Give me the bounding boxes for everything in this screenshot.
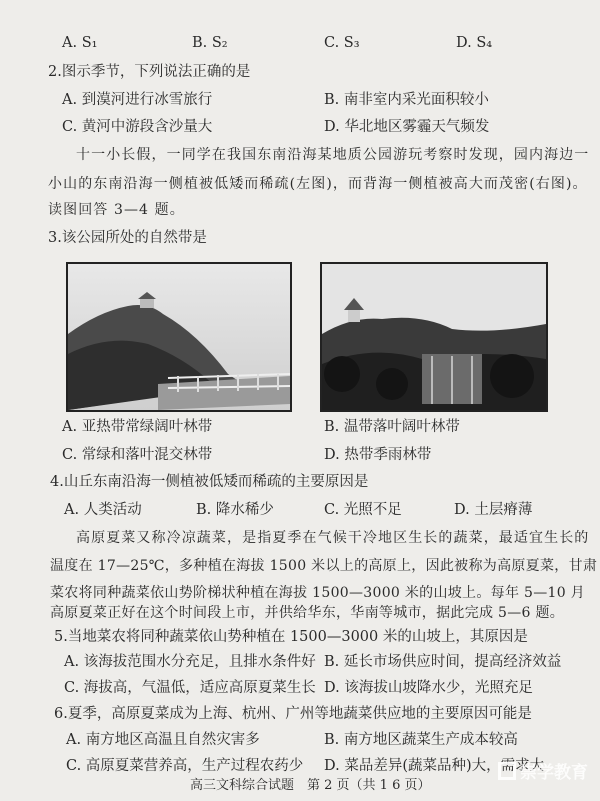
q3-option-d: D. 热带季雨林带 [324, 447, 432, 463]
q1-option-c: C. S₃ [324, 35, 360, 51]
q6-option-d: D. 菜品差异(蔬菜品种)大，需求大 [324, 758, 545, 774]
q2-option-d: D. 华北地区雾霾天气频发 [324, 119, 490, 135]
passage2-line: 菜农将同种蔬菜依山势阶梯状种植在海拔 1500—3000 米的山坡上。每年 5—10 月 [50, 585, 585, 601]
q2-stem: 2.图示季节，下列说法正确的是 [48, 64, 251, 80]
q6-option-c: C. 高原夏菜营养高，生产过程农药少 [66, 758, 304, 774]
q6-option-b: B. 南方地区蔬菜生产成本较高 [324, 732, 518, 748]
watermark-logo [498, 758, 588, 783]
q2-option-c: C. 黄河中游段含沙量大 [62, 119, 213, 135]
left-photo-sparse-vegetation [66, 262, 292, 412]
q1-option-a: A. S₁ [62, 35, 98, 51]
right-photo-dense-vegetation [320, 262, 548, 412]
q3-option-b: B. 温带落叶阔叶林带 [324, 419, 460, 435]
passage1-line: 读图回答 3—4 题。 [48, 202, 185, 218]
q3-option-c: C. 常绿和落叶混交林带 [62, 447, 213, 463]
q5-option-b: B. 延长市场供应时间，提高经济效益 [324, 654, 562, 670]
passage2-line: 高原夏菜又称冷凉蔬菜，是指夏季在气候干冷地区生长的蔬菜，最适宜生长的 [76, 530, 590, 546]
q5-option-c: C. 海拔高，气温低，适应高原夏菜生长 [64, 680, 316, 696]
q2-option-b: B. 南非室内采光面积较小 [324, 92, 489, 108]
q4-option-d: D. 土层瘠薄 [454, 502, 533, 518]
q4-stem: 4.山丘东南沿海一侧植被低矮而稀疏的主要原因是 [50, 474, 369, 490]
q1-option-d: D. S₄ [456, 35, 493, 51]
q6-stem: 6.夏季，高原夏菜成为上海、杭州、广州等地蔬菜供应地的主要原因可能是 [54, 706, 532, 722]
q3-stem: 3.该公园所处的自然带是 [48, 230, 207, 246]
logo-icon [498, 762, 516, 780]
q1-option-b: B. S₂ [192, 35, 228, 51]
page-footer: 高三文科综合试题 第 2 页（共 1 6 页） [190, 778, 431, 793]
q5-option-a: A. 该海拔范围水分充足，且排水条件好 [64, 654, 316, 670]
q4-option-a: A. 人类活动 [64, 502, 142, 518]
q2-option-a: A. 到漠河进行冰雪旅行 [62, 92, 213, 108]
q6-option-a: A. 南方地区高温且自然灾害多 [66, 732, 260, 748]
watermark-text: 崇学教育 [520, 763, 588, 783]
q4-option-b: B. 降水稀少 [196, 502, 274, 518]
q5-stem: 5.当地菜农将同种蔬菜依山势种植在 1500—3000 米的山坡上，其原因是 [54, 629, 528, 645]
passage1-line: 十一小长假，一同学在我国东南沿海某地质公园游玩考察时发现，园内海边一 [76, 147, 590, 163]
q4-option-c: C. 光照不足 [324, 502, 402, 518]
q3-option-a: A. 亚热带常绿阔叶林带 [62, 419, 213, 435]
passage1-line: 小山的东南沿海一侧植被低矮而稀疏(左图)，而背海一侧植被高大而茂密(右图)。 [48, 176, 588, 192]
q5-option-d: D. 该海拔山坡降水少，光照充足 [324, 680, 533, 696]
passage2-line: 高原夏菜正好在这个时间段上市，并供给华东，华南等城市，据此完成 5—6 题。 [50, 605, 565, 621]
passage2-line: 温度在 17—25℃，多种植在海拔 1500 米以上的高原上，因此被称为高原夏菜，甘肃 [50, 558, 598, 574]
